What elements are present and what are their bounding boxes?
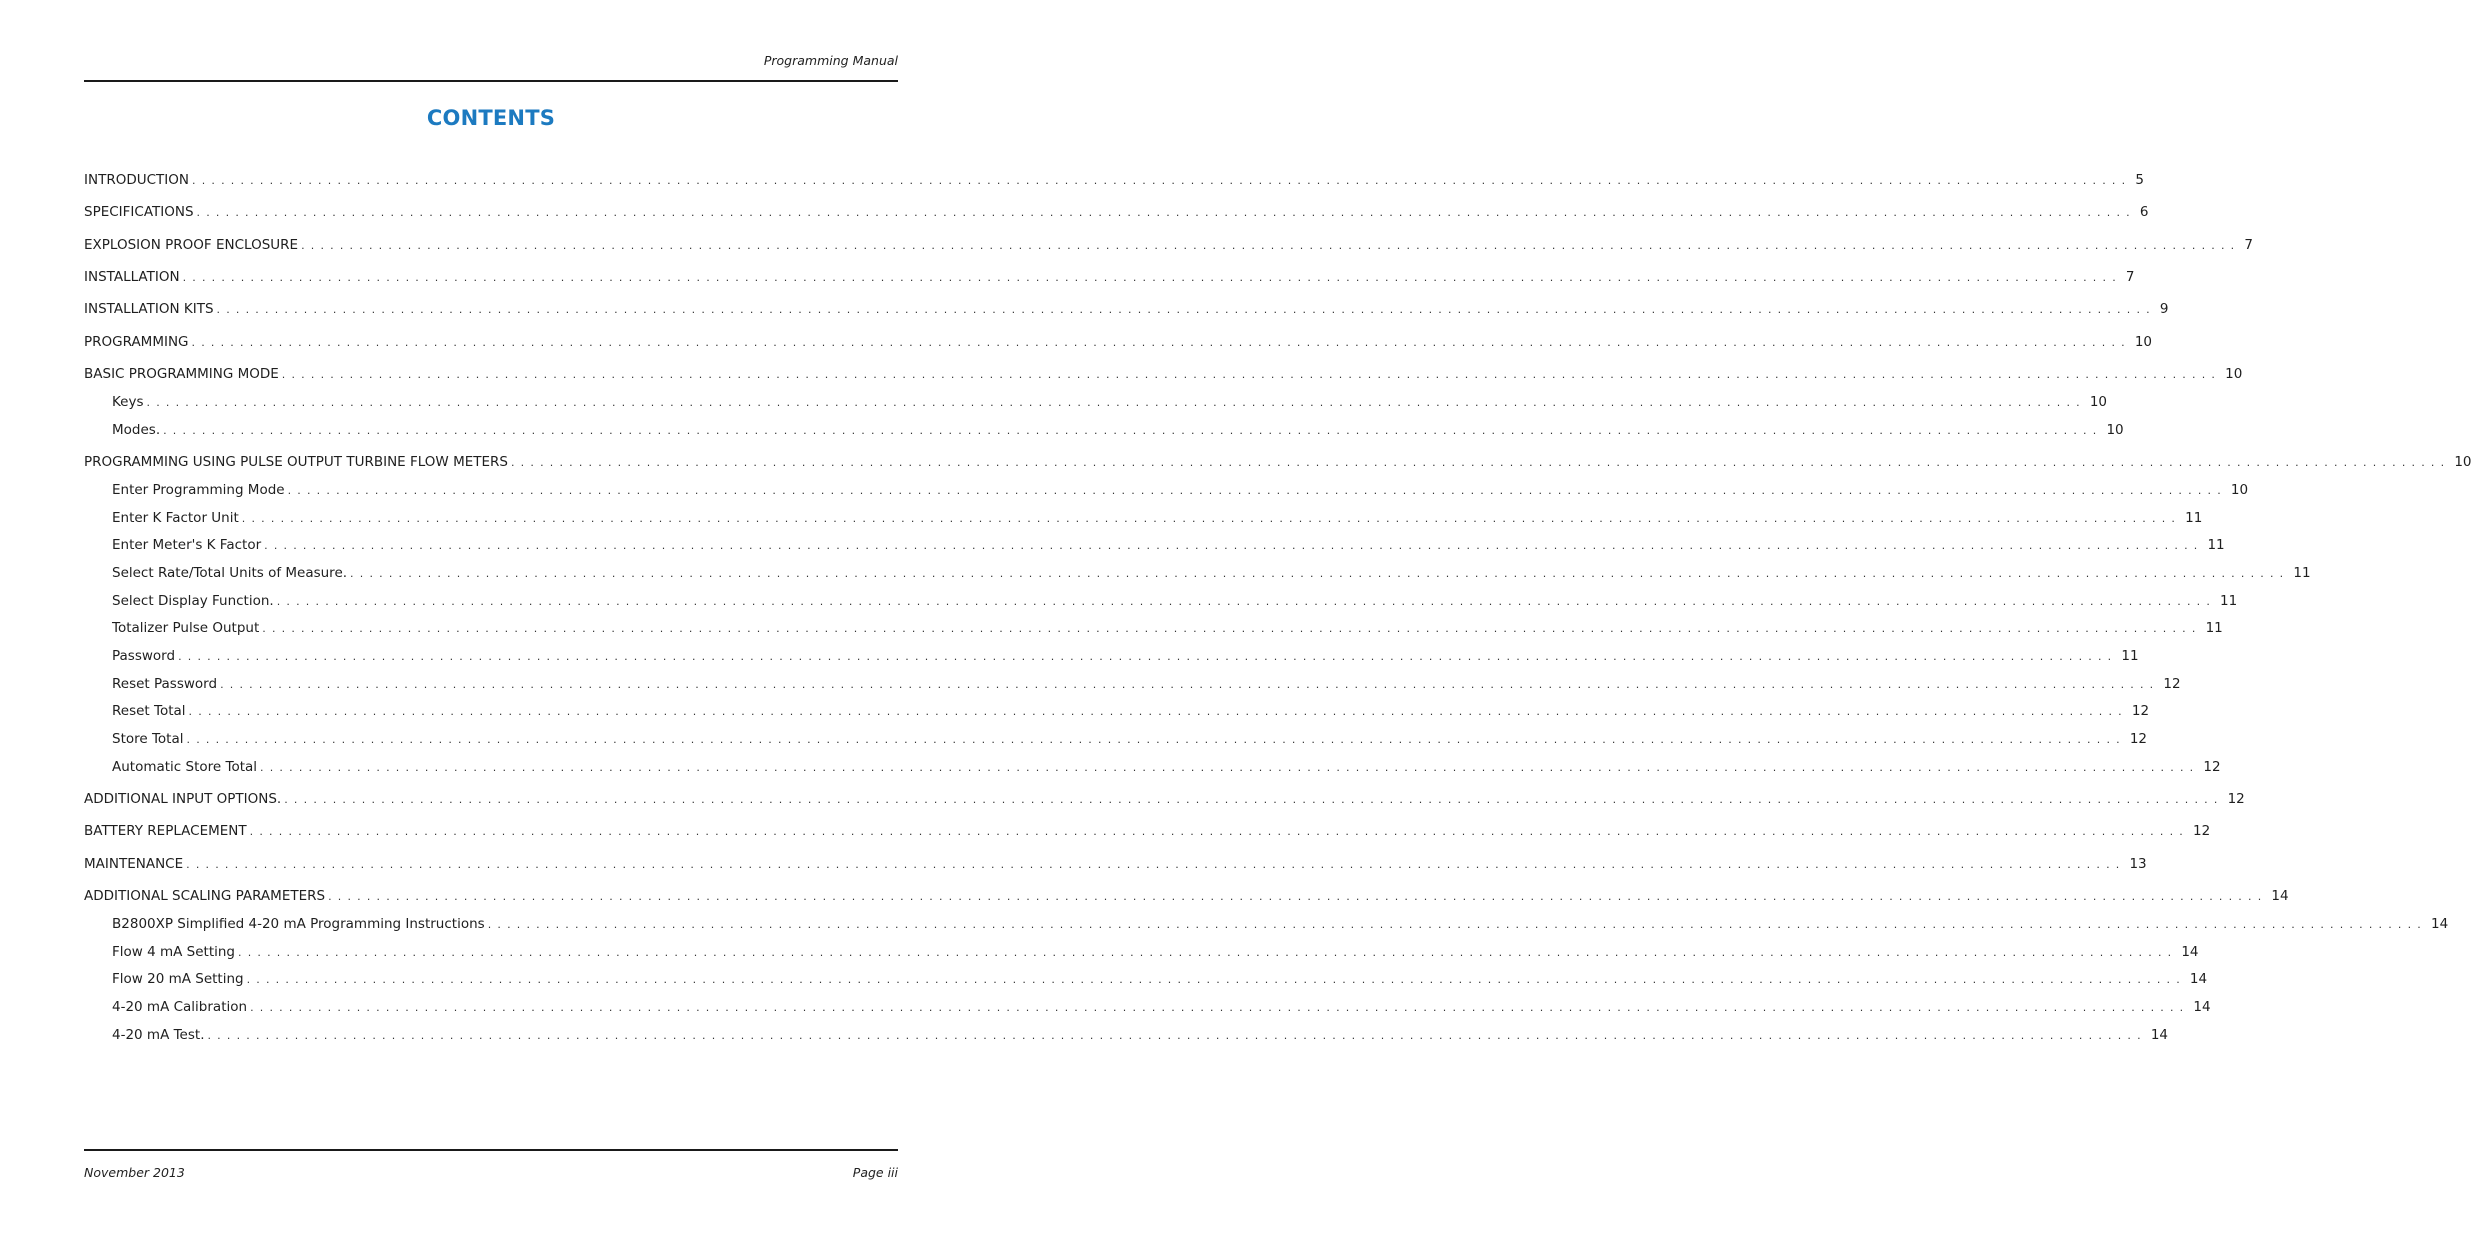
toc-entry-label: Enter Meter's K Factor (112, 537, 262, 554)
toc-entry[interactable] (84, 887, 2289, 905)
toc-entry-page: 12 (2163, 675, 2181, 692)
toc-entry[interactable] (112, 536, 2225, 554)
toc-entry[interactable] (112, 592, 2238, 610)
footer-rule (84, 1149, 898, 1151)
toc-entry[interactable] (84, 855, 2147, 873)
toc-entry[interactable] (84, 822, 2211, 840)
toc-entry-label: 4-20 mA Calibration (112, 999, 248, 1016)
toc-dot-leader: ........................................................................................................................................................................................................ (328, 890, 2268, 903)
toc-entry[interactable] (112, 702, 2150, 720)
toc-entry-label: PROGRAMMING (84, 333, 189, 350)
toc-entry[interactable] (112, 675, 2181, 693)
toc-entry-page: 11 (2121, 648, 2139, 664)
toc-entry-label: ADDITIONAL SCALING PARAMETERS (84, 888, 326, 904)
toc-entry-label: Reset Total (112, 703, 186, 720)
toc-entry[interactable] (112, 758, 2221, 776)
toc-entry[interactable] (112, 943, 2199, 961)
toc-entry[interactable] (112, 619, 2223, 637)
toc-dot-leader: ........................................................................................................................................................................................................ (146, 395, 2086, 409)
toc-entry-page: 11 (2220, 592, 2238, 609)
toc-entry[interactable] (112, 421, 2124, 439)
toc-dot-leader: ........................................................................................................................................................................................................ (207, 1028, 2147, 1042)
toc-dot-leader: ........................................................................................................................................................................................................ (178, 650, 2118, 663)
toc-entry-page: 13 (2129, 855, 2147, 872)
toc-entry[interactable] (112, 915, 2449, 933)
toc-entry[interactable] (112, 647, 2139, 665)
toc-entry-page: 6 (2139, 204, 2149, 221)
toc-entry-label: PROGRAMMING USING PULSE OUTPUT TURBINE FLOW METERS (84, 453, 508, 470)
toc-entry-page: 12 (2192, 823, 2211, 840)
toc-entry[interactable] (112, 564, 2311, 582)
toc-entry-label: ADDITIONAL INPUT OPTIONS. (84, 791, 282, 808)
toc-entry-label: SPECIFICATIONS (84, 204, 194, 221)
toc-dot-leader: ........................................................................................................................................................................................................ (220, 677, 2160, 691)
toc-entry-label: BASIC PROGRAMMING MODE (84, 365, 279, 382)
toc-entry-page: 10 (2230, 481, 2249, 498)
toc-dot-leader: ........................................................................................................................................................................................................ (249, 825, 2189, 839)
toc-entry-label: Password (112, 648, 176, 664)
toc-dot-leader: ........................................................................................................................................................................................................ (186, 733, 2126, 747)
toc-dot-leader: ........................................................................................................................................................................................................ (192, 174, 2132, 187)
toc-entry-page: 11 (2205, 620, 2223, 637)
manual-label: Programming Manual (763, 53, 898, 68)
toc-dot-leader: ........................................................................................................................................................................................................ (163, 423, 2103, 437)
toc-dot-leader: ........................................................................................................................................................................................................ (287, 483, 2227, 497)
toc-entry-label: Keys (112, 393, 144, 410)
toc-dot-leader: ........................................................................................................................................................................................................ (264, 539, 2204, 553)
toc-entry-label: Totalizer Pulse Output (112, 620, 260, 637)
page-title: CONTENTS (426, 106, 556, 130)
toc-dot-leader: ........................................................................................................................................................................................................ (196, 206, 2136, 220)
footer-page-label: Page iii (852, 1165, 898, 1180)
toc-dot-leader: ........................................................................................................................................................................................................ (262, 622, 2202, 636)
toc-dot-leader: ........................................................................................................................................................................................................ (250, 1001, 2190, 1015)
toc-entry-label: Enter K Factor Unit (112, 509, 239, 526)
toc-entry-page: 12 (2227, 791, 2245, 808)
toc-dot-leader: ........................................................................................................................................................................................................ (350, 566, 2290, 580)
toc-entry-label: INSTALLATION (84, 268, 180, 285)
toc-dot-leader: ........................................................................................................................................................................................................ (260, 760, 2200, 774)
toc-entry[interactable] (112, 481, 2249, 499)
toc-entry[interactable] (112, 509, 2203, 527)
toc-dot-leader: ........................................................................................................................................................................................................ (186, 857, 2126, 871)
toc-entry-label: 4-20 mA Test. (112, 1026, 205, 1043)
toc-entry[interactable] (84, 171, 2144, 189)
toc-entry-page: 14 (2431, 916, 2449, 932)
toc-entry-label: Flow 20 mA Setting (112, 971, 244, 988)
toc-dot-leader: ........................................................................................................................................................................................................ (510, 455, 2451, 469)
header-rule (84, 80, 898, 82)
toc-dot-leader: ........................................................................................................................................................................................................ (284, 793, 2224, 807)
toc-dot-leader: ........................................................................................................................................................................................................ (191, 335, 2131, 349)
toc-entry-label: Flow 4 mA Setting (112, 943, 236, 960)
toc-entry[interactable] (84, 365, 2243, 383)
toc-entry-page: 9 (2159, 301, 2169, 318)
toc-entry[interactable] (112, 970, 2208, 988)
toc-entry-label: Modes. (112, 421, 161, 438)
toc-dot-leader: ........................................................................................................................................................................................................ (216, 303, 2156, 317)
toc-entry[interactable] (84, 236, 2253, 254)
toc-dot-leader: ........................................................................................................................................................................................................ (182, 270, 2122, 284)
toc-dot-leader: ........................................................................................................................................................................................................ (487, 918, 2428, 931)
toc-entry-label: EXPLOSION PROOF ENCLOSURE (84, 236, 299, 253)
toc-entry-page: 10 (2089, 393, 2108, 410)
toc-entry-label: BATTERY REPLACEMENT (84, 823, 247, 840)
toc-dot-leader: ........................................................................................................................................................................................................ (241, 511, 2182, 525)
toc-entry-page: 12 (2203, 758, 2221, 775)
toc-entry-label: Reset Password (112, 675, 218, 692)
toc-entry-page: 5 (2135, 172, 2144, 188)
toc-entry-page: 14 (2150, 1026, 2168, 1043)
toc-entry-label: Select Rate/Total Units of Measure. (112, 564, 348, 581)
toc-entry-page: 10 (2454, 453, 2472, 470)
toc-entry-page: 14 (2271, 888, 2289, 904)
toc-dot-leader: ........................................................................................................................................................................................................ (301, 238, 2241, 252)
toc-entry-page: 11 (2293, 564, 2311, 581)
toc-dot-leader: ........................................................................................................................................................................................................ (188, 705, 2128, 719)
toc-entry[interactable] (84, 790, 2245, 808)
toc-entry-page: 7 (2125, 268, 2135, 285)
toc-entry[interactable] (84, 203, 2149, 221)
toc-entry[interactable] (84, 268, 2135, 286)
toc-entry-label: INTRODUCTION (84, 172, 189, 188)
toc-entry[interactable] (84, 453, 2472, 471)
toc-dot-leader: ........................................................................................................................................................................................................ (246, 973, 2186, 987)
toc-entry-label: Select Display Function. (112, 592, 274, 609)
toc-entry[interactable] (84, 333, 2153, 351)
footer-date: November 2013 (84, 1165, 185, 1180)
toc-entry-page: 10 (2225, 365, 2243, 382)
toc-entry-label: Enter Programming Mode (112, 481, 285, 498)
toc-entry[interactable] (112, 1026, 2168, 1044)
toc-entry-page: 11 (2185, 509, 2203, 526)
toc-dot-leader: ........................................................................................................................................................................................................ (238, 945, 2178, 959)
toc-dot-leader: ........................................................................................................................................................................................................ (281, 367, 2222, 381)
toc-entry-page: 10 (2134, 333, 2153, 350)
toc-entry-page: 11 (2207, 537, 2225, 554)
toc-entry-page: 7 (2244, 236, 2253, 253)
toc-entry-page: 12 (2129, 731, 2148, 748)
toc-entry[interactable] (112, 393, 2108, 411)
toc-entry[interactable] (84, 300, 2169, 318)
toc-entry-label: MAINTENANCE (84, 855, 184, 872)
toc-entry-page: 12 (2131, 703, 2150, 720)
toc-dot-leader: ........................................................................................................................................................................................................ (276, 594, 2217, 608)
toc-entry-label: B2800XP Simplified 4-20 mA Programming Instructions (112, 916, 485, 932)
toc-entry[interactable] (112, 998, 2211, 1016)
toc-entry-page: 14 (2193, 999, 2211, 1016)
toc-entry-label: INSTALLATION KITS (84, 301, 214, 318)
toc-entry-label: Automatic Store Total (112, 758, 258, 775)
toc-entry-page: 10 (2106, 421, 2124, 438)
toc-entry[interactable] (112, 730, 2148, 748)
toc-entry-label: Store Total (112, 731, 184, 748)
toc-entry-page: 14 (2189, 971, 2208, 988)
toc-entry-page: 14 (2181, 943, 2199, 960)
